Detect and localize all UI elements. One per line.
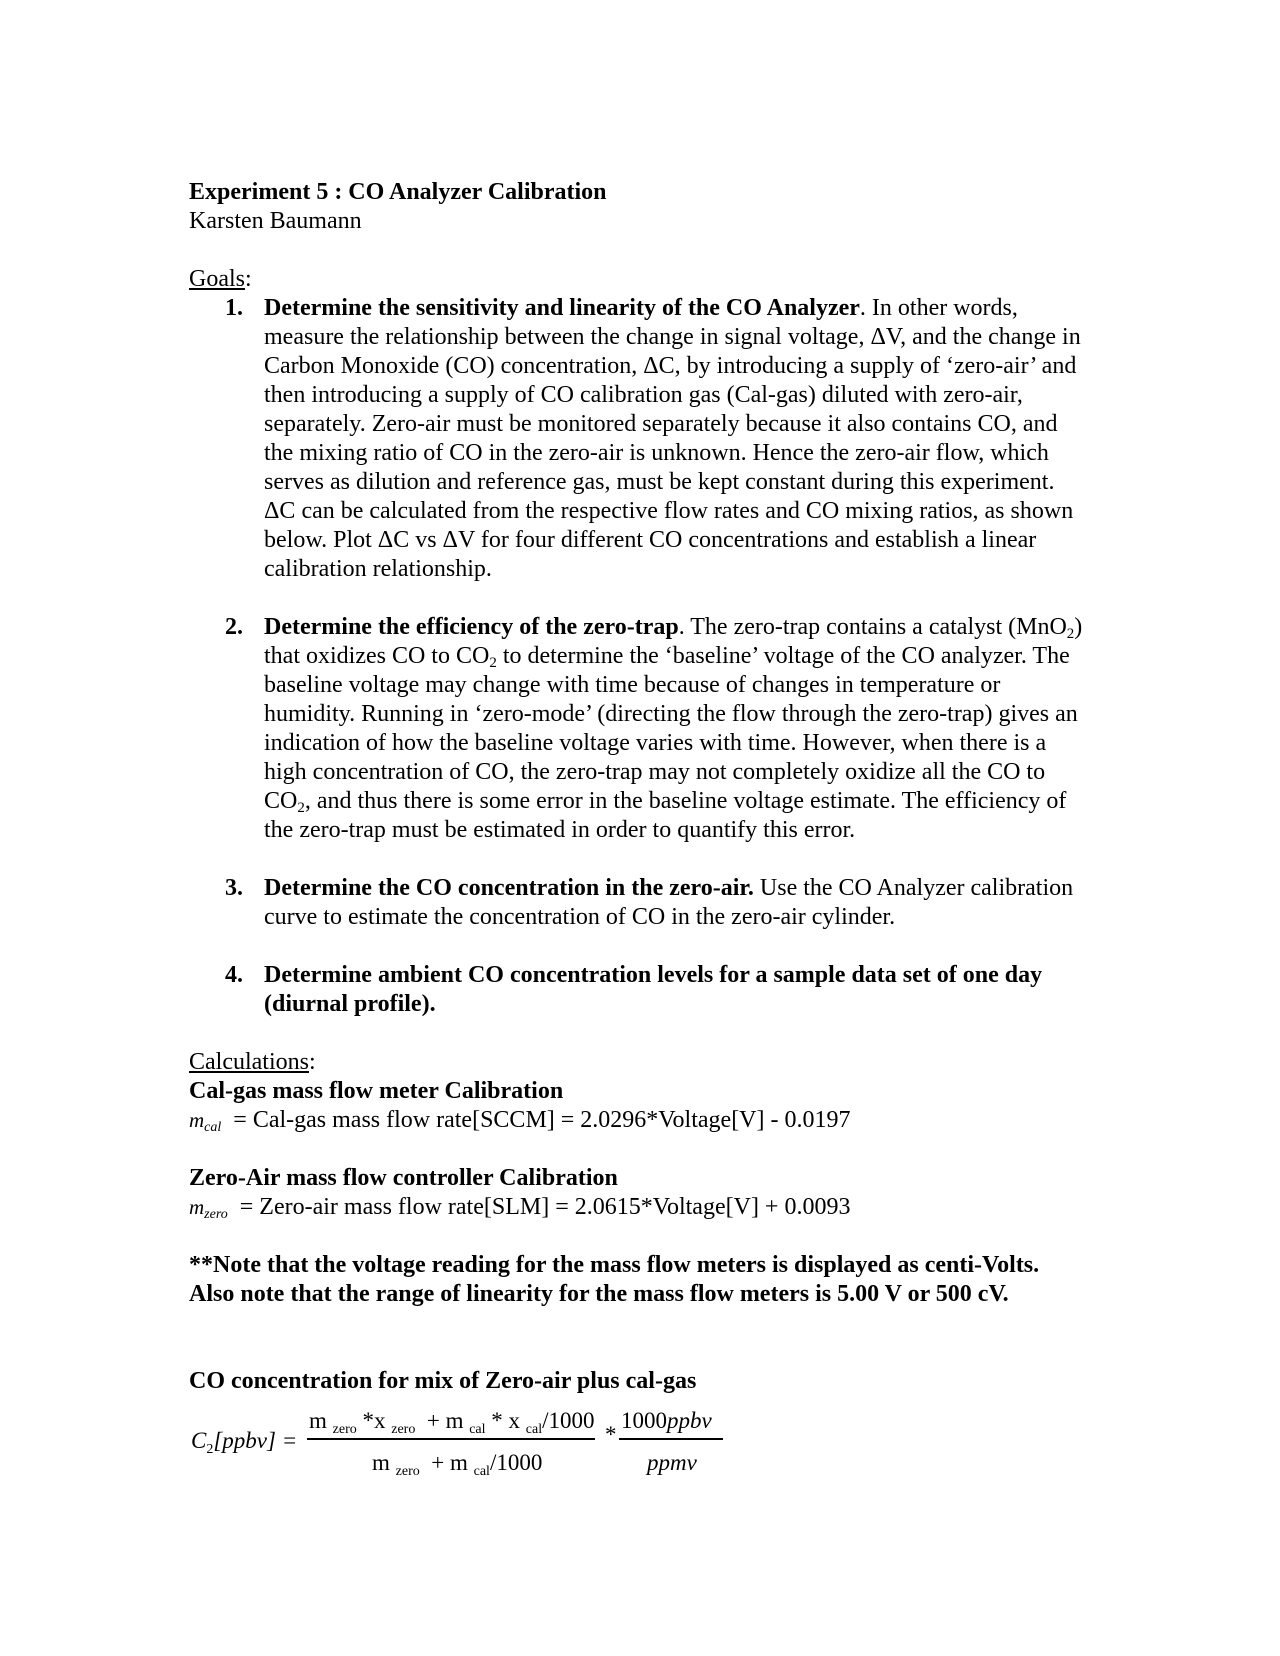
document-page (189, 178, 1089, 1480)
document-title: Experiment 5 : CO Analyzer Calibration (189, 179, 607, 205)
zeroair-title: Zero-Air mass flow controller Calibration (189, 1165, 618, 1191)
calgas-equation: mcal = Cal-gas mass flow rate[SCCM] = 2.0296*Voltage[V] - 0.0197 (189, 1107, 851, 1135)
goal-item: 1. Determine the sensitivity and linearity of the CO Analyzer. In other words, measure the relationship between the change in signal voltage, ΔV, and the change in Carbon Monoxide (CO) concentration, ΔC, by introducing a supply of ‘zero-air’ and then introducing a supply of CO calibration gas (Cal-gas) diluted with zero-air, separately. Zero-air must be monitored separately because it also contains CO, and the mixing ratio of CO in the zero-air is unknown. Hence the zero-air flow, which serves as dilution and reference gas, must be kept constant during this experiment. ΔC can be calculated from the respective flow rates and CO mixing ratios, as shown below. Plot ΔC vs ΔV for four different CO concentrations and establish a linear calibration relationship. (225, 295, 1081, 582)
goals-heading: Goals: (189, 266, 252, 292)
goals-list (189, 294, 1089, 1019)
formula-denominator: m $_{zero}$ + m $_{cal}$/1000 (372, 1450, 543, 1479)
formula-numerator: m $_{zero}$ *x $_{zero}$ + m $_{cal}$ * x $_{cal}$/1000 (309, 1408, 595, 1437)
goal-item: 2. Determine the efficiency of the zero-trap. The zero-trap contains a catalyst (MnO$_2$) that oxidizes CO to $CO_2$ to determine the ‘baseline’ voltage of the CO analyzer. The baseline voltage may change with time because of changes in temperature or humidity. Running in ‘zero-mode’ (directing the flow through the zero-trap) gives an indication of how the baseline voltage varies with time. However, when there is a high concentration of CO, the zero-trap may not completely oxidize all the CO to $CO_2$, and thus there is some error in the baseline voltage estimate. The efficiency of the zero-trap must be estimated in order to quantify this error. (225, 614, 1083, 843)
zeroair-equation: mzero = Zero-air mass flow rate[SLM] = 2.0615*Voltage[V] + 0.0093 (189, 1194, 851, 1222)
calgas-title: Cal-gas mass flow meter Calibration (189, 1078, 564, 1104)
conversion-fraction-bar (619, 1438, 723, 1440)
conversion-numerator: 1000ppbv (621, 1408, 712, 1433)
note-line-2: Also note that the range of linearity for the mass flow meters is 5.00 V or 500 cV. (189, 1281, 1009, 1307)
mix-formula (189, 1400, 1089, 1480)
author-name: Karsten Baumann (189, 208, 362, 234)
goal-item: 4. Determine ambient CO concentration levels for a sample data set of one day (diurnal profile). (225, 962, 1043, 1017)
multiply-sign: * (605, 1422, 617, 1447)
mix-title: CO concentration for mix of Zero-air plus cal-gas (189, 1368, 697, 1394)
goal-item: 3. Determine the CO concentration in the zero-air. Use the CO Analyzer calibration curve to estimate the concentration of CO in the zero-air cylinder. (225, 875, 1074, 930)
formula-lhs: $C_2[ppbv]$ = (191, 1428, 298, 1457)
calculations-heading: Calculations: (189, 1049, 316, 1075)
note-line-1: **Note that the voltage reading for the mass flow meters is displayed as centi-Volts. (189, 1252, 1040, 1278)
conversion-denominator: ppmv (647, 1450, 697, 1475)
fraction-bar (307, 1438, 595, 1440)
